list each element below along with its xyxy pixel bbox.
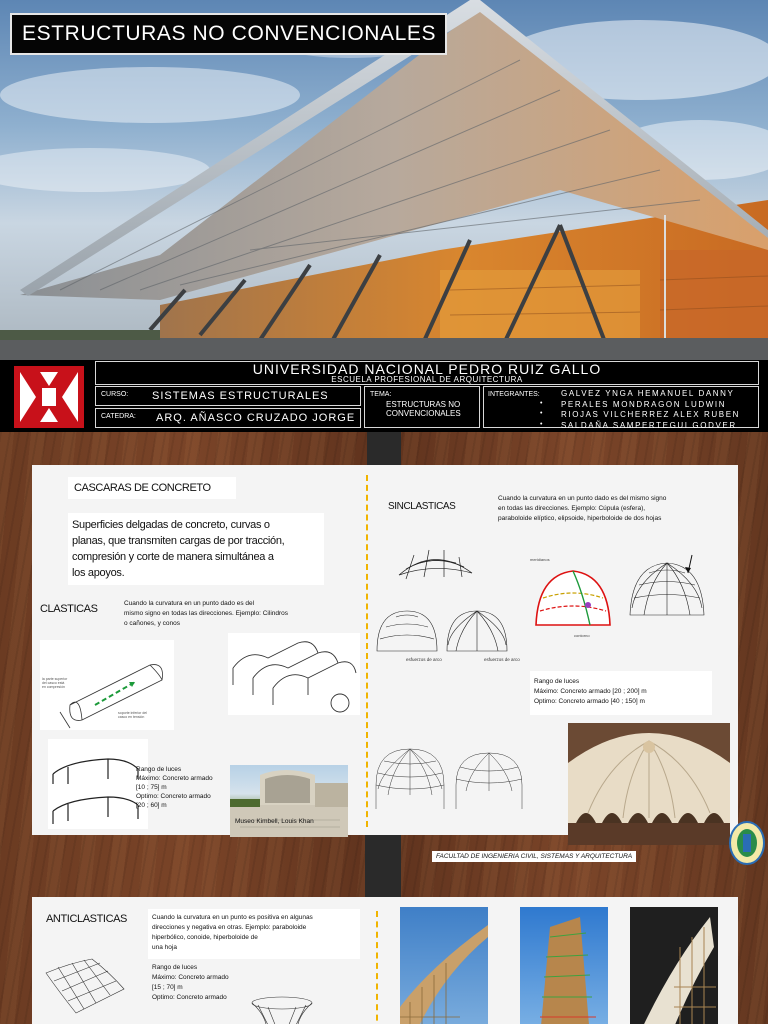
desc-line: Cuando la curvatura en un punto es positiva en algunas <box>152 914 313 921</box>
rango-luces-right <box>534 677 710 707</box>
member-name: SALDAÑA SAMPERTEGUI GODVER <box>561 421 737 430</box>
member-name: RIOJAS VILCHERREZ ALEX RUBEN <box>561 410 741 419</box>
desc-line: planas, que transmiten cargas de por tracción, <box>72 535 285 547</box>
rango-line: Máximo: Concreto armado <box>152 974 229 981</box>
wire-dome-diagram <box>624 553 710 627</box>
rango-luces-anticlastic <box>152 963 242 1003</box>
dashed-divider <box>376 911 378 1024</box>
rango-line: Rango de luces <box>534 678 580 685</box>
hyperboloid-diagram <box>248 995 316 1024</box>
rango-line: Optimo: Concreto armado [40 ; 150] m <box>534 698 645 705</box>
shell-construction-photo <box>400 907 488 1024</box>
arch-frames-diagram <box>48 739 148 829</box>
dashed-divider <box>366 475 368 827</box>
anticlasticas-title: ANTICLASTICAS <box>46 913 127 925</box>
shell-vault-sketch <box>394 535 476 591</box>
desc-line: o cañones, y conos <box>124 620 181 627</box>
arc-label-left: esfuerzos de arco <box>406 657 442 662</box>
arc-stress-domes-diagram <box>372 609 522 669</box>
desc-line: los apoyos. <box>72 567 125 579</box>
rango-luces-left <box>136 765 222 810</box>
rango-line: [15 ; 70] m <box>152 984 183 991</box>
member-name: GALVEZ YNGA HEMANUEL DANNY <box>561 389 735 398</box>
desc-line: en todas las direcciones. Ejemplo: Cúpula (esfera), <box>498 505 646 512</box>
member-name: PERALES MONDRAGON LUDWIN <box>561 400 727 409</box>
university-logo <box>14 366 84 428</box>
clasticas-title: CLASTICAS <box>40 603 98 615</box>
desc-line: paraboloide elíptico, elipsoide, hiperboloide de dos hojas <box>498 515 662 522</box>
catedra-label: CATEDRA: <box>101 413 136 420</box>
rango-line: Rango de luces <box>136 766 182 773</box>
rango-line: [10 ; 75] m <box>136 784 167 791</box>
bullet-icon: • <box>540 421 543 428</box>
desc-line: direcciones y negativa en otras. Ejemplo: paraboloide <box>152 924 307 931</box>
dome-stress-diagram <box>528 553 614 645</box>
tema-value-line2: CONVENCIONALES <box>386 409 461 418</box>
hyperbolic-paraboloid-diagram <box>40 953 128 1023</box>
canopy-construction-photo <box>630 907 718 1024</box>
panel-concrete-shells <box>32 465 738 835</box>
hero-banner <box>0 0 768 360</box>
desc-line: compresión y corte de manera simultánea a <box>72 551 274 563</box>
svg-text:casco en tensión: casco en tensión <box>118 715 145 719</box>
svg-text:contorno: contorno <box>574 633 590 638</box>
tema-value-line1: ESTRUCTURAS NO <box>386 400 461 409</box>
rango-line: [20 ; 60] m <box>136 802 167 809</box>
curso-value: SISTEMAS ESTRUCTURALES <box>152 390 329 402</box>
svg-text:del casco está: del casco está <box>42 681 65 685</box>
bullet-icon: • <box>540 400 543 407</box>
svg-text:la parte superior: la parte superior <box>42 677 68 681</box>
tower-construction-photo <box>520 907 608 1024</box>
desc-line: Superficies delgadas de concreto, curvas o <box>72 519 270 531</box>
bullet-icon: • <box>540 410 543 417</box>
curso-label: CURSO: <box>101 391 129 398</box>
desc-line: Cuando la curvatura en un punto dado es del <box>124 600 255 607</box>
svg-text:soporte inferior del: soporte inferior del <box>118 711 147 715</box>
header-band <box>0 360 768 432</box>
kimbell-museum-photo <box>230 765 348 837</box>
university-box <box>95 361 759 385</box>
sinclasticas-title: SINCLASTICAS <box>388 501 456 512</box>
rango-line: Optimo: Concreto armado <box>152 994 227 1001</box>
rango-line: Rango de luces <box>152 964 198 971</box>
wood-background <box>0 432 768 1024</box>
integrantes-label: INTEGRANTES: <box>488 391 540 398</box>
catedra-value: ARQ. AÑASCO CRUZADO JORGE <box>156 412 356 424</box>
anticlasticas-description <box>152 913 362 953</box>
cascaras-title: CASCARAS DE CONCRETO <box>74 482 211 494</box>
cylinder-shell-diagram <box>40 640 174 730</box>
dome-interior-photo <box>568 723 730 845</box>
barrel-vaults-diagram <box>228 633 360 715</box>
svg-text:en compresión: en compresión <box>42 685 65 689</box>
facultad-caption: FACULTAD DE INGENIERIA CIVIL, SISTEMAS Y ARQUITECTURA <box>432 851 636 862</box>
geodesic-domes-diagram <box>372 745 524 815</box>
desc-line: hiperbólico, conoide, hiperboloide de <box>152 934 258 941</box>
arc-label-right: esfuerzos de arco <box>484 657 520 662</box>
desc-line: una hoja <box>152 944 177 951</box>
desc-line: Cuando la curvatura en un punto dado es del mismo signo <box>498 495 667 502</box>
clasticas-description <box>124 599 314 629</box>
museo-caption: Museo Kimbell, Louis Khan <box>235 818 314 825</box>
svg-text:meridianos: meridianos <box>530 557 550 562</box>
sinclasticas-description <box>498 494 710 524</box>
poster-title: ESTRUCTURAS NO CONVENCIONALES <box>10 13 447 55</box>
rango-line: Máximo: Concreto armado <box>136 775 213 782</box>
desc-line: mismo signo en todas las direcciones. Ejemplo: Cilindros <box>124 610 289 617</box>
rango-line: Máximo: Concreto armado [20 ; 200] m <box>534 688 647 695</box>
panel-anticlastic <box>32 897 738 1024</box>
rango-line: Optimo: Concreto armado <box>136 793 211 800</box>
faculty-seal <box>728 820 766 866</box>
university-name: UNIVERSIDAD NACIONAL PEDRO RUIZ GALLO <box>252 361 602 377</box>
tema-label: TEMA: <box>370 391 392 398</box>
cascaras-description <box>72 517 322 581</box>
school-name: ESCUELA PROFESIONAL DE ARQUITECTURA <box>331 375 523 384</box>
